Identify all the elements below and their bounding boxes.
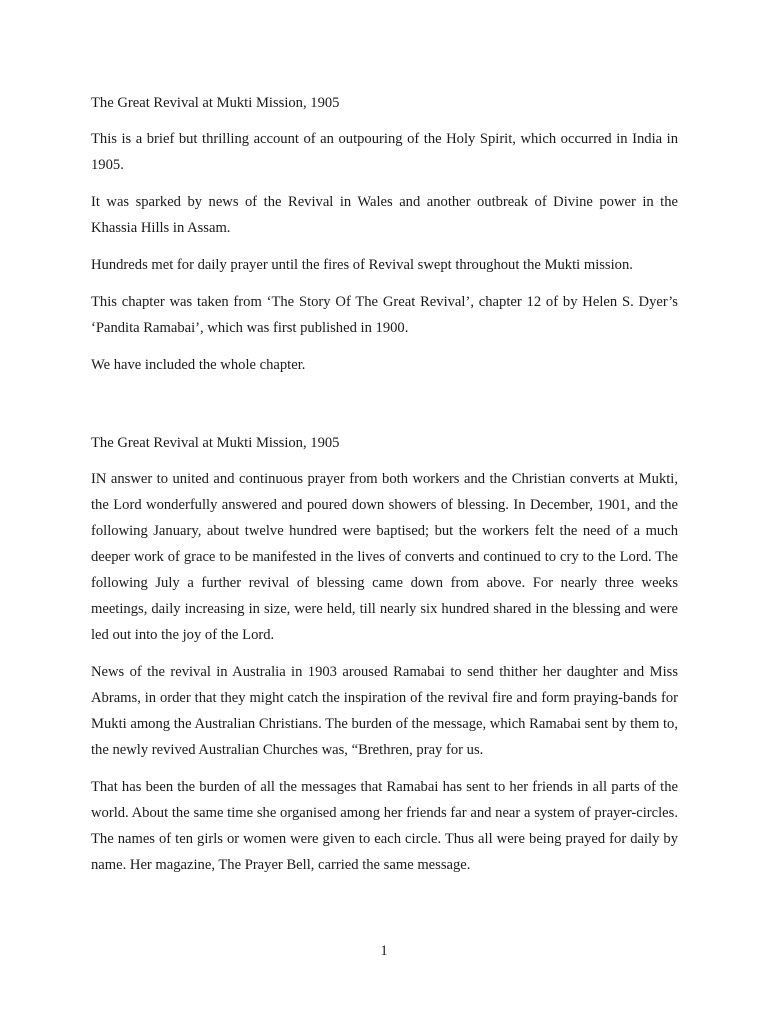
chapter-paragraph-2: News of the revival in Australia in 1903 aroused Ramabai to send thither her daughter and Miss Abrams, in order that they might catch the inspiration of the revival fire and form praying-bands for Mukti among the Australian Christians. The burden of the message, which Ramabai sent by them to, the newly revived Australian Churches was, “Brethren, pray for us.	[91, 664, 678, 758]
intro-paragraph-2: It was sparked by news of the Revival in Wales and another outbreak of Divine power in the Khassia Hills in Assam.	[91, 194, 678, 236]
chapter-paragraph-3: That has been the burden of all the messages that Ramabai has sent to her friends in all parts of the world. About the same time she organised among her friends far and near a system of prayer-circles. The names of ten girls or women were given to each circle. Thus all were being prayed for daily by name. Her magazine, The Prayer Bell, carried the same message.	[91, 779, 678, 873]
chapter-title: The Great Revival at Mukti Mission, 1905	[91, 435, 340, 451]
intro-paragraph-3: Hundreds met for daily prayer until the fires of Revival swept throughout the Mukti mission.	[91, 257, 633, 273]
intro-title: The Great Revival at Mukti Mission, 1905	[91, 95, 340, 111]
page-number: 1	[380, 943, 388, 959]
section-spacer	[91, 389, 678, 430]
intro-paragraph-1: This is a brief but thrilling account of an outpouring of the Holy Spirit, which occurred in India in 1905.	[91, 131, 678, 173]
intro-paragraph-4: This chapter was taken from ‘The Story Of The Great Revival’, chapter 12 of by Helen S. Dyer’s ‘Pandita Ramabai’, which was first published in 1900.	[91, 294, 678, 336]
intro-paragraph-5: We have included the whole chapter.	[91, 357, 306, 373]
page-content	[91, 90, 678, 889]
chapter-paragraph-1: IN answer to united and continuous prayer from both workers and the Christian converts at Mukti, the Lord wonderfully answered and poured down showers of blessing. In December, 1901, and the following January, about twelve hundred were baptised; but the workers felt the need of a much deeper work of grace to be manifested in the lives of converts and continued to cry to the Lord. The following July a further revival of blessing came down from above. For nearly three weeks meetings, daily increasing in size, were held, till nearly six hundred shared in the blessing and were led out into the joy of the Lord.	[91, 471, 678, 643]
